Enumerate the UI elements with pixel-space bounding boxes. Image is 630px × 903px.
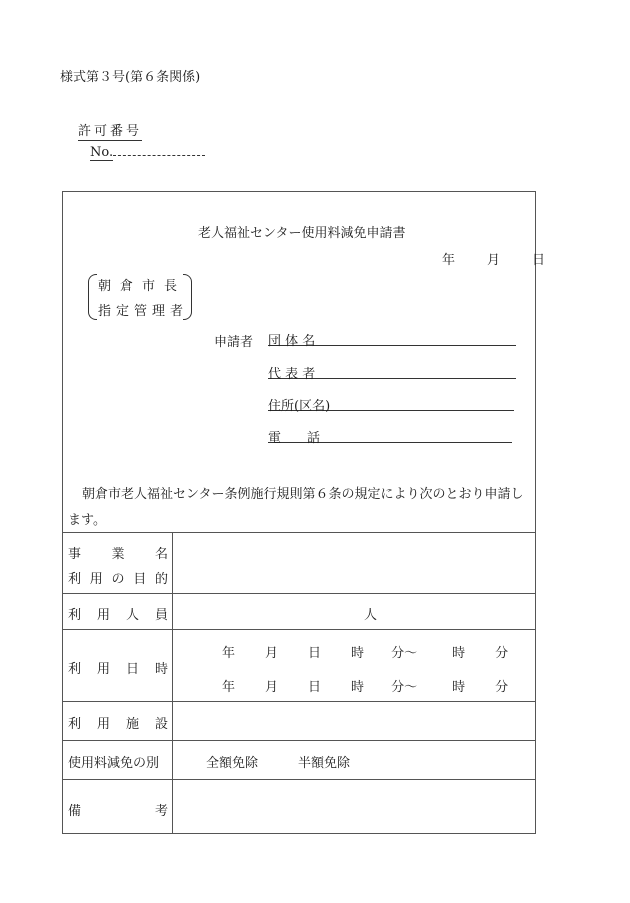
organization-name-label: 団 体 名 [268,334,316,349]
label-char: 備 [68,804,82,819]
label-char: 的 [154,572,168,587]
address-label: 住所(区名) [268,399,331,414]
application-date [442,249,545,268]
datetime-row-2 [222,676,508,695]
table-row-datetime [62,629,536,701]
datetime-unit: 年 [222,680,236,695]
label-char: 利 [68,572,82,587]
datetime-unit: 分 [495,646,509,661]
remarks-label [68,800,168,819]
address-field[interactable] [268,396,514,414]
label-char: 人 [125,608,139,623]
label-char: の [111,572,125,587]
exemption-label-cell [62,741,173,779]
representative-field[interactable] [268,364,516,382]
label-char: 用 [96,717,110,732]
label-char: 施 [125,717,139,732]
permit-number-row [90,144,205,160]
label-char: 時 [154,662,168,677]
permit-no-field[interactable] [113,144,205,156]
purpose-label-cell [62,533,173,593]
label-char: 考 [154,804,168,819]
label-char: 名 [154,547,168,562]
datetime-unit: 時 [351,646,365,661]
remarks-label-cell [62,780,173,834]
datetime-unit: 日 [308,646,322,661]
facility-label-cell [62,702,173,740]
datetime-unit: 時 [452,680,466,695]
form-label: 様式第３号(第６条関係) [60,70,201,85]
label-char: 員 [154,608,168,623]
usage-purpose-label [68,568,168,587]
label-char: 事 [68,547,82,562]
datetime-unit: 分 [495,680,509,695]
label-char: 用 [89,572,103,587]
date-day-label: 日 [532,253,546,268]
datetime-unit: 月 [265,646,279,661]
addressee-block [88,274,192,320]
label-char: 設 [154,717,168,732]
table-row-persons [62,593,536,629]
persons-label [68,604,168,623]
addressee-right-bracket [183,274,192,320]
label-char: 日 [125,662,139,677]
datetime-unit: 月 [265,680,279,695]
datetime-unit: 分〜 [391,680,418,695]
datetime-label [68,658,168,677]
representative-label: 代 表 者 [268,367,316,382]
table-row-exemption [62,740,536,779]
addressee-manager: 指定管理者 [98,304,189,319]
phone-field[interactable] [268,428,512,446]
addressee-left-bracket [88,274,97,320]
datetime-unit: 時 [452,646,466,661]
label-char: 用 [96,662,110,677]
half-exemption-option[interactable]: 半額免除 [298,756,351,771]
datetime-unit: 分〜 [391,646,418,661]
form-title: 老人福祉センター使用料減免申請書 [198,226,406,241]
full-exemption-option[interactable]: 全額免除 [206,756,259,771]
permit-no-label: No. [90,145,114,160]
datetime-unit: 時 [351,680,365,695]
facility-label [68,713,168,732]
datetime-row-1 [222,642,508,661]
label-char: 用 [96,608,110,623]
label-char: 利 [68,717,82,732]
label-char: 目 [133,572,147,587]
exemption-label: 使用料減免の別 [68,756,160,771]
date-month-label: 月 [487,253,501,268]
date-year-label: 年 [442,253,456,268]
table-row-purpose [62,532,536,593]
label-char: 利 [68,608,82,623]
application-statement: 朝倉市老人福祉センター条例施行規則第６条の規定により次のとおり申請します。 [68,487,524,528]
phone-label: 電 話 [268,431,321,446]
addressee-mayor: 朝倉市長 [98,279,187,294]
label-char: 業 [111,547,125,562]
datetime-unit: 年 [222,646,236,661]
table-row-remarks [62,779,536,834]
organization-name-field[interactable] [268,331,516,349]
applicant-label: 申請者 [214,335,254,350]
table-row-facility [62,701,536,740]
datetime-unit: 日 [308,680,322,695]
label-char: 利 [68,662,82,677]
persons-label-cell [62,594,173,629]
persons-unit: 人 [364,608,378,623]
datetime-label-cell [62,630,173,701]
event-name-label [68,543,168,562]
permit-number-label: 許可番号 [78,120,142,141]
